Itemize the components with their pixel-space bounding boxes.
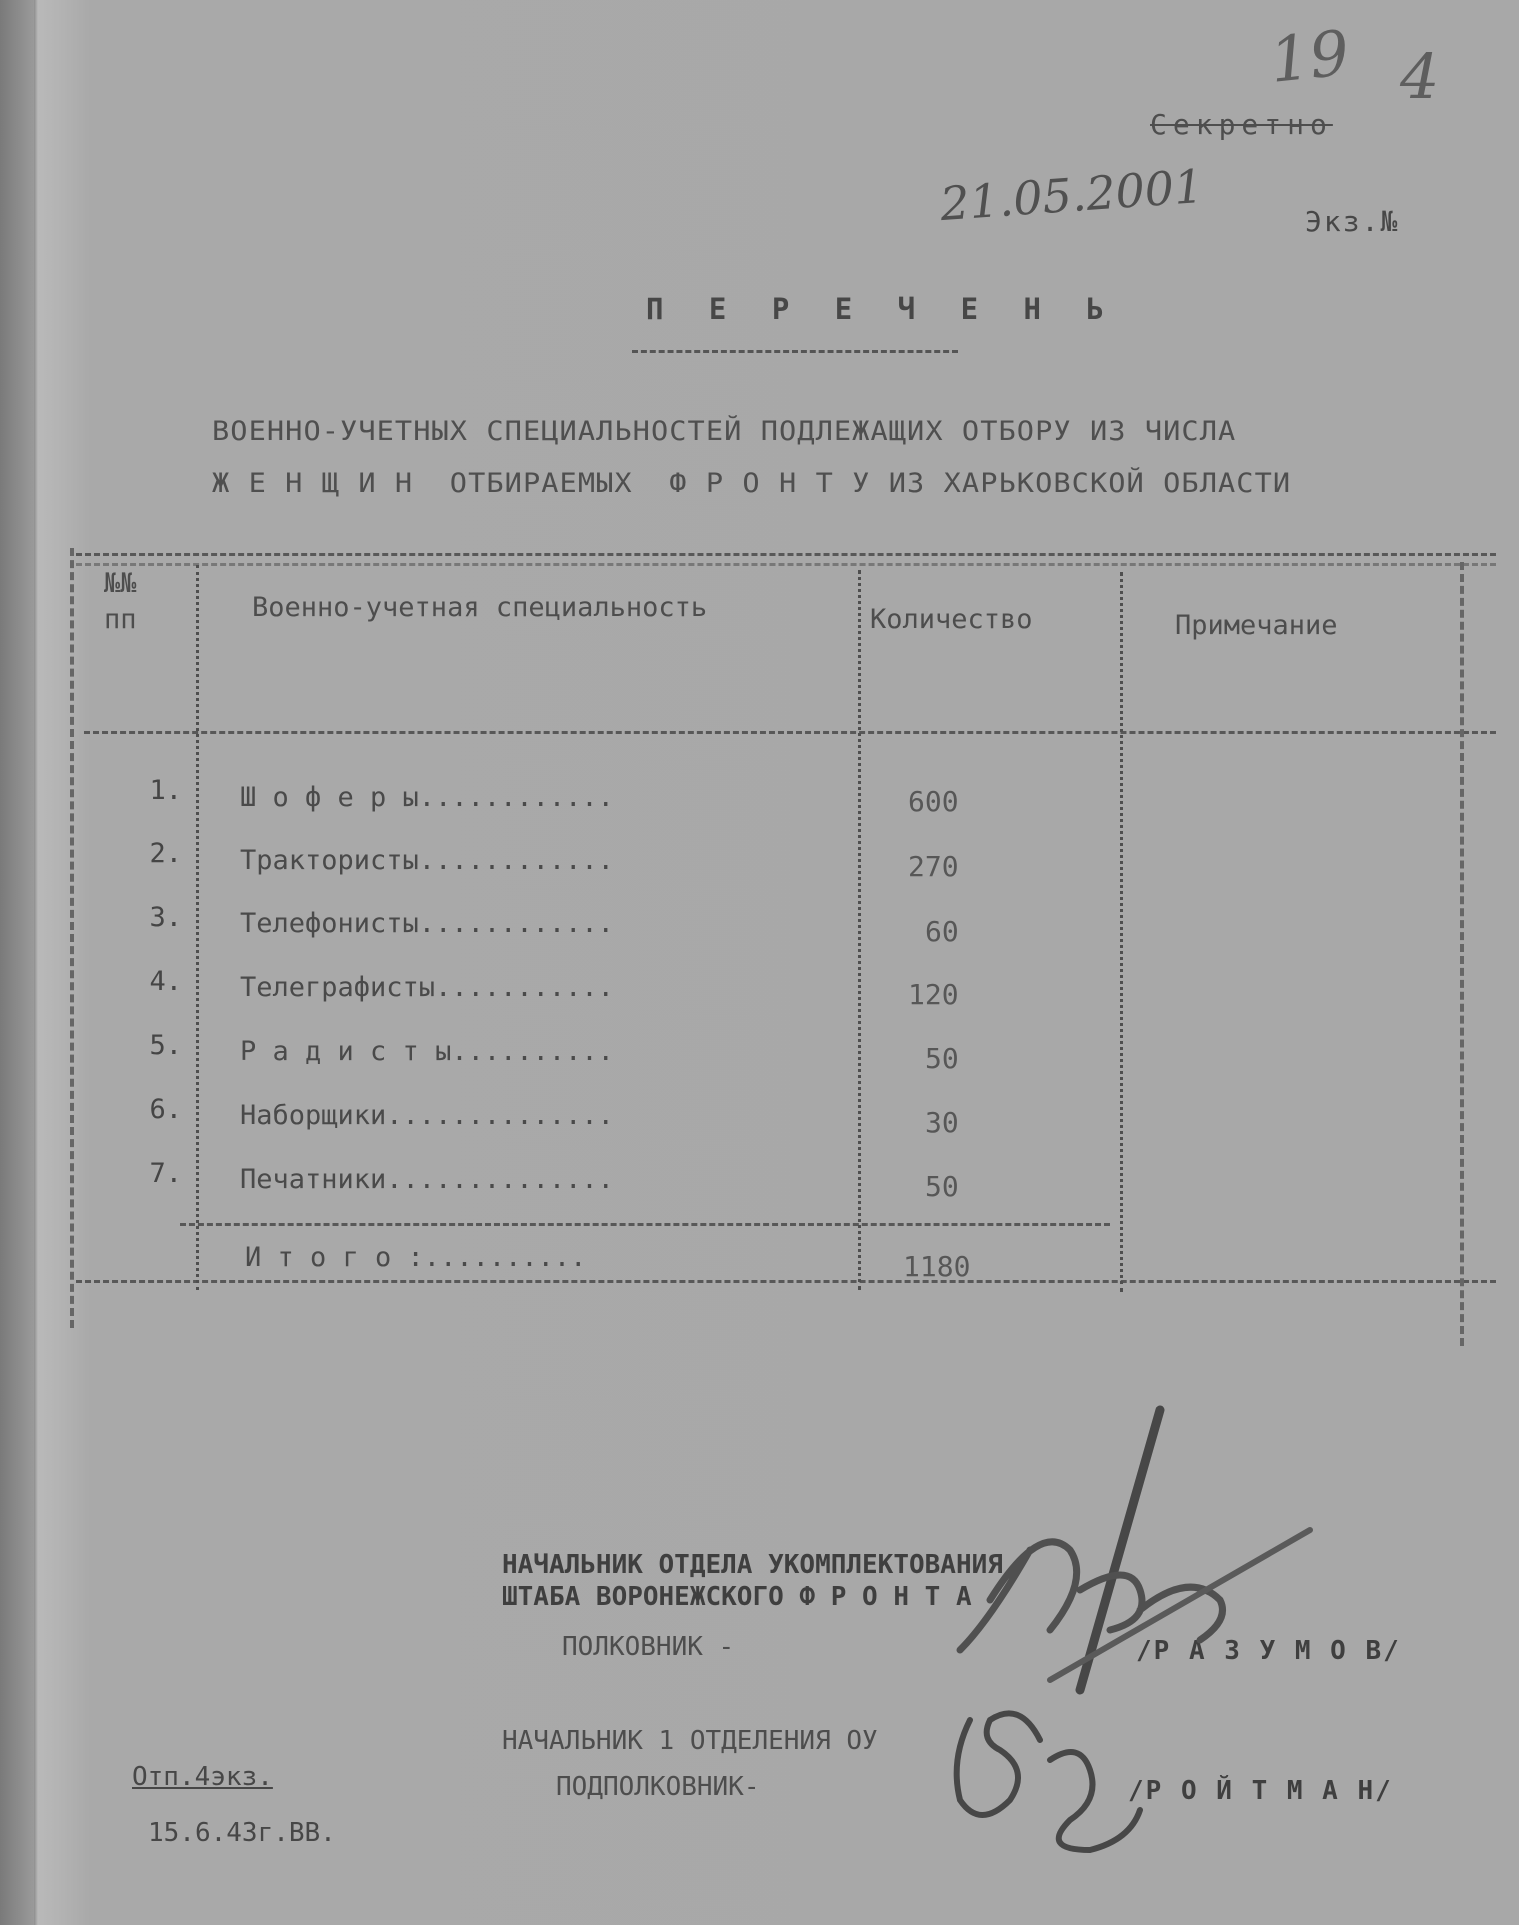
column-divider-num xyxy=(196,565,199,1290)
row-specialty: Телеграфисты........... xyxy=(240,972,614,1003)
document-subtitle-line2: Ж Е Н Щ И Н ОТБИРАЕМЫХ Ф Р О Н Т У ИЗ ХАРЬКОВСКОЙ ОБЛАСТИ xyxy=(212,468,1292,499)
row-specialty: Р а д и с т ы.......... xyxy=(240,1036,614,1067)
chief-title-line1: НАЧАЛЬНИК ОТДЕЛА УКОМПЛЕКТОВАНИЯ xyxy=(502,1550,1003,1580)
row-quantity: 120 xyxy=(908,978,959,1011)
total-quantity: 1180 xyxy=(903,1250,971,1283)
row-quantity: 50 xyxy=(925,1170,959,1203)
column-divider-specialty xyxy=(858,570,861,1290)
row-specialty: Трактористы............ xyxy=(240,845,614,876)
header-note: Примечание xyxy=(1175,610,1338,641)
row-specialty: Печатники.............. xyxy=(240,1164,614,1195)
row-specialty: Ш о ф е р ы............ xyxy=(240,782,614,813)
table-top-rule-2 xyxy=(76,563,1496,566)
row-specialty: Телефонисты............ xyxy=(240,908,614,939)
footer-date: 15.6.43г.ВВ. xyxy=(148,1818,336,1848)
total-top-rule xyxy=(180,1223,1110,1226)
table-left-edge xyxy=(70,548,74,1328)
table-right-edge xyxy=(1460,562,1464,1346)
row-number: 4. xyxy=(149,966,182,997)
table-top-rule xyxy=(76,553,1496,556)
title-underline xyxy=(632,350,958,353)
table-bottom-rule xyxy=(76,1280,1496,1283)
row-number: 7. xyxy=(149,1158,182,1189)
chief-signature xyxy=(930,1400,1330,1700)
row-number: 2. xyxy=(149,838,182,869)
row-number: 1. xyxy=(149,775,182,806)
secret-stamp: Секретно xyxy=(1150,108,1333,141)
dept-chief-title: НАЧАЛЬНИК 1 ОТДЕЛЕНИЯ ОУ xyxy=(502,1726,878,1756)
header-quantity: Количество xyxy=(870,604,1033,635)
row-number: 6. xyxy=(149,1094,182,1125)
row-number: 3. xyxy=(149,902,182,933)
dept-chief-name: /Р О Й Т М А Н/ xyxy=(1128,1776,1393,1806)
chief-rank: ПОЛКОВНИК - xyxy=(562,1632,735,1662)
header-specialty: Военно-учетная специальность xyxy=(252,592,708,623)
copy-number-label: Экз.№ xyxy=(1305,205,1400,238)
header-num-line1: №№ xyxy=(104,568,137,599)
document-subtitle-line1: ВОЕННО-УЧЕТНЫХ СПЕЦИАЛЬНОСТЕЙ ПОДЛЕЖАЩИХ ОТБОРУ ИЗ ЧИСЛА xyxy=(212,416,1237,447)
row-quantity: 50 xyxy=(925,1042,959,1075)
chief-name: /Р А З У М О В/ xyxy=(1136,1636,1401,1666)
dept-chief-signature xyxy=(940,1700,1170,1860)
row-quantity: 60 xyxy=(925,915,959,948)
dept-chief-rank: ПОДПОЛКОВНИК- xyxy=(556,1772,760,1802)
copies-note: Отп.4экз. xyxy=(132,1762,273,1792)
document-title: П Е Р Е Ч Е Н Ь xyxy=(646,292,1118,326)
page-binding-edge xyxy=(0,0,34,1925)
row-number: 5. xyxy=(149,1030,182,1061)
row-specialty: Наборщики.............. xyxy=(240,1100,614,1131)
chief-title-line2: ШТАБА ВОРОНЕЖСКОГО Ф Р О Н Т А xyxy=(502,1582,972,1612)
archive-number: 19 xyxy=(1266,16,1353,97)
archive-number-2: 4 xyxy=(1400,40,1440,113)
row-quantity: 600 xyxy=(908,785,959,818)
handwritten-date: 21.05.2001 xyxy=(938,158,1205,232)
total-label: И т о г о :.......... xyxy=(245,1242,587,1273)
header-num-line2: пп xyxy=(104,604,137,635)
header-bottom-rule xyxy=(84,731,1496,734)
row-quantity: 270 xyxy=(908,850,959,883)
column-divider-quantity xyxy=(1120,572,1123,1292)
row-quantity: 30 xyxy=(925,1106,959,1139)
